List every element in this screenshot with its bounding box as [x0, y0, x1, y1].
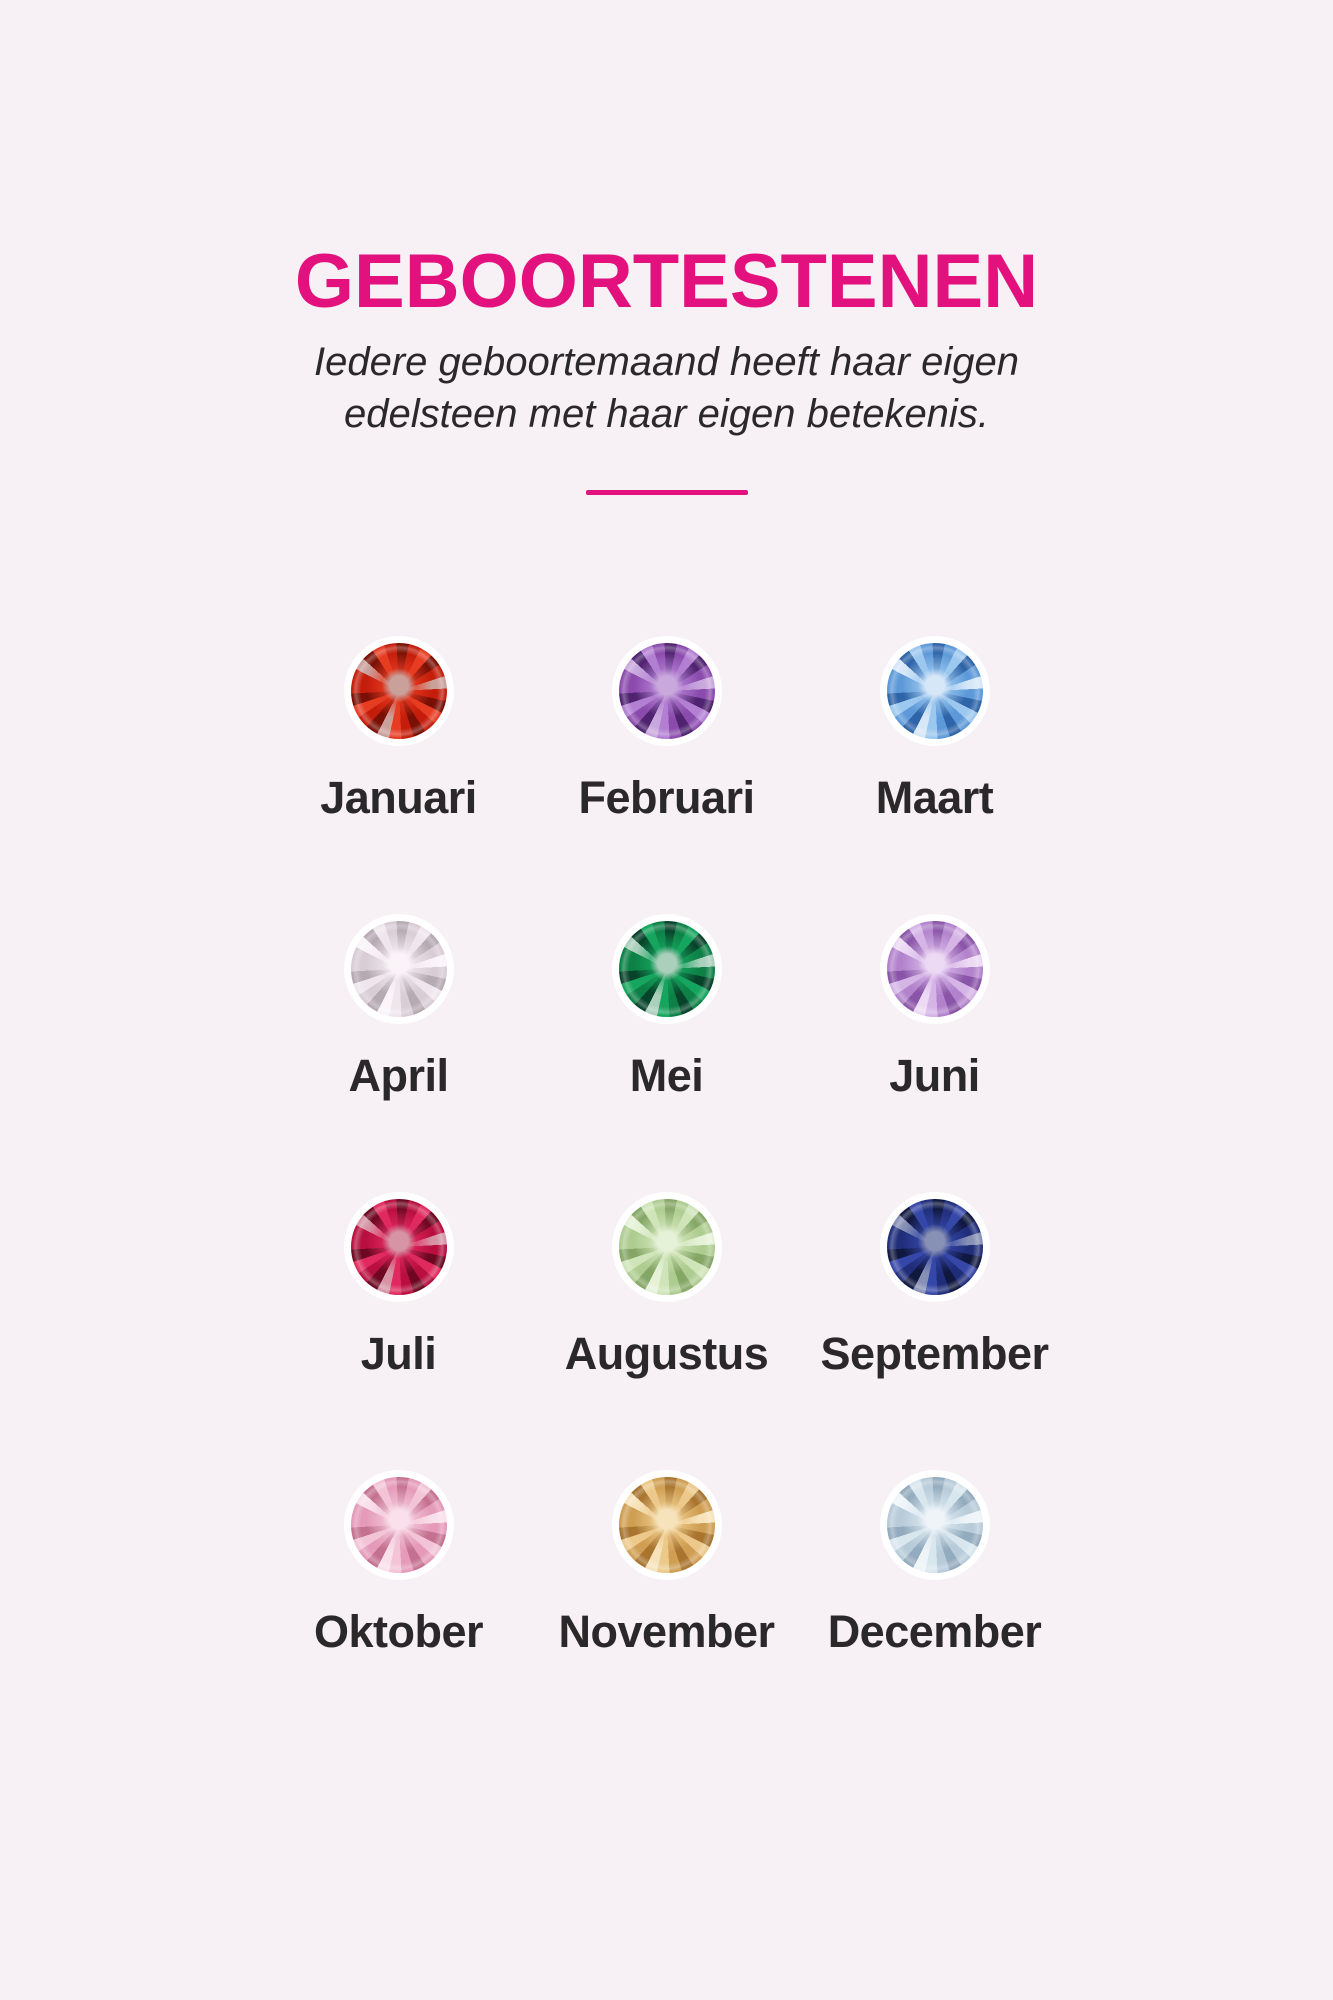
subtitle: [0, 336, 1333, 440]
month-label: December: [827, 1606, 1042, 1657]
gem-september-icon: [887, 1199, 983, 1295]
page-title: GEBOORTESTENEN: [294, 239, 1039, 324]
subtitle-line-2: edelsteen met haar eigen betekenis.: [344, 392, 989, 436]
month-label: Mei: [629, 1050, 704, 1101]
month-cell-april: [265, 921, 533, 1101]
gem-mei-icon: [619, 921, 715, 1017]
birthstone-grid: [265, 643, 1069, 1657]
month-label: Juni: [889, 1050, 980, 1101]
month-cell-december: [801, 1477, 1069, 1657]
gem-april-icon: [351, 921, 447, 1017]
month-cell-juli: [265, 1199, 533, 1379]
gem-februari-icon: [619, 643, 715, 739]
month-cell-februari: [533, 643, 801, 823]
month-label: Februari: [578, 772, 755, 823]
month-cell-augustus: [533, 1199, 801, 1379]
month-cell-oktober: [265, 1477, 533, 1657]
divider-line: [586, 490, 748, 495]
month-label: November: [558, 1606, 775, 1657]
month-cell-maart: [801, 643, 1069, 823]
gem-augustus-icon: [619, 1199, 715, 1295]
gem-juli-icon: [351, 1199, 447, 1295]
month-label: Juli: [360, 1328, 437, 1379]
gem-juni-icon: [887, 921, 983, 1017]
gem-oktober-icon: [351, 1477, 447, 1573]
month-cell-januari: [265, 643, 533, 823]
month-cell-september: [801, 1199, 1069, 1379]
gem-december-icon: [887, 1477, 983, 1573]
month-cell-juni: [801, 921, 1069, 1101]
month-label: Augustus: [564, 1328, 769, 1379]
gem-maart-icon: [887, 643, 983, 739]
subtitle-line-1: Iedere geboortemaand heeft haar eigen: [314, 340, 1019, 384]
month-cell-mei: [533, 921, 801, 1101]
month-cell-november: [533, 1477, 801, 1657]
month-label: Maart: [875, 772, 994, 823]
month-label: September: [820, 1328, 1049, 1379]
gem-januari-icon: [351, 643, 447, 739]
month-label: Oktober: [313, 1606, 484, 1657]
month-label: Januari: [320, 772, 477, 823]
gem-november-icon: [619, 1477, 715, 1573]
month-label: April: [348, 1050, 449, 1101]
